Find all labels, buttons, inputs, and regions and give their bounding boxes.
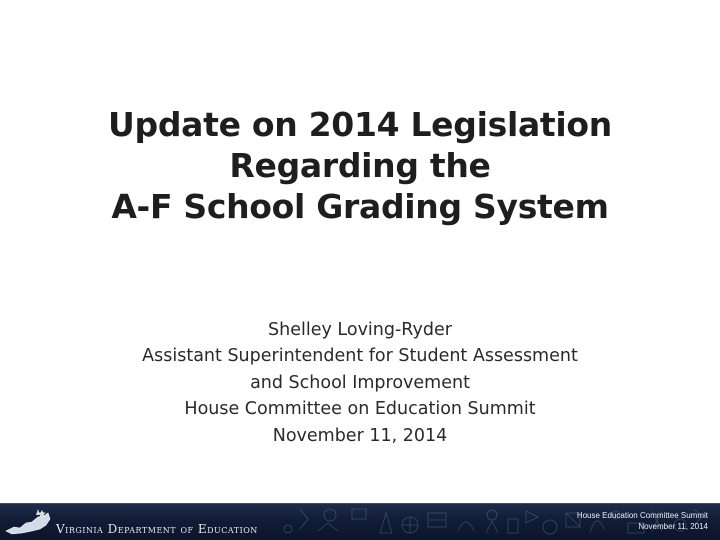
footer-meeting-date: November 11, 2014 <box>638 522 708 531</box>
presenter-title-line-2: and School Improvement <box>250 372 470 393</box>
footer-meeting-name: House Education Committee Summit <box>576 511 708 520</box>
event-date: November 11, 2014 <box>272 425 448 446</box>
event-name: House Committee on Education Summit <box>184 399 536 420</box>
presenter-name: Shelley Loving-Ryder <box>268 320 452 340</box>
organization-name: Virginia Department of Education <box>56 522 258 536</box>
footer-band <box>0 503 720 540</box>
virginia-state-map-icon <box>4 507 52 537</box>
footer-meeting-info <box>577 510 708 532</box>
title-line-2: Regarding the <box>229 146 491 185</box>
slide-title <box>60 104 660 227</box>
presenter-title-line-1: Assistant Superintendent for Student Assessment <box>142 346 578 367</box>
title-line-1: Update on 2014 Legislation <box>108 105 612 144</box>
slide-subtitle <box>80 317 640 449</box>
title-line-3: A-F School Grading System <box>111 187 609 226</box>
